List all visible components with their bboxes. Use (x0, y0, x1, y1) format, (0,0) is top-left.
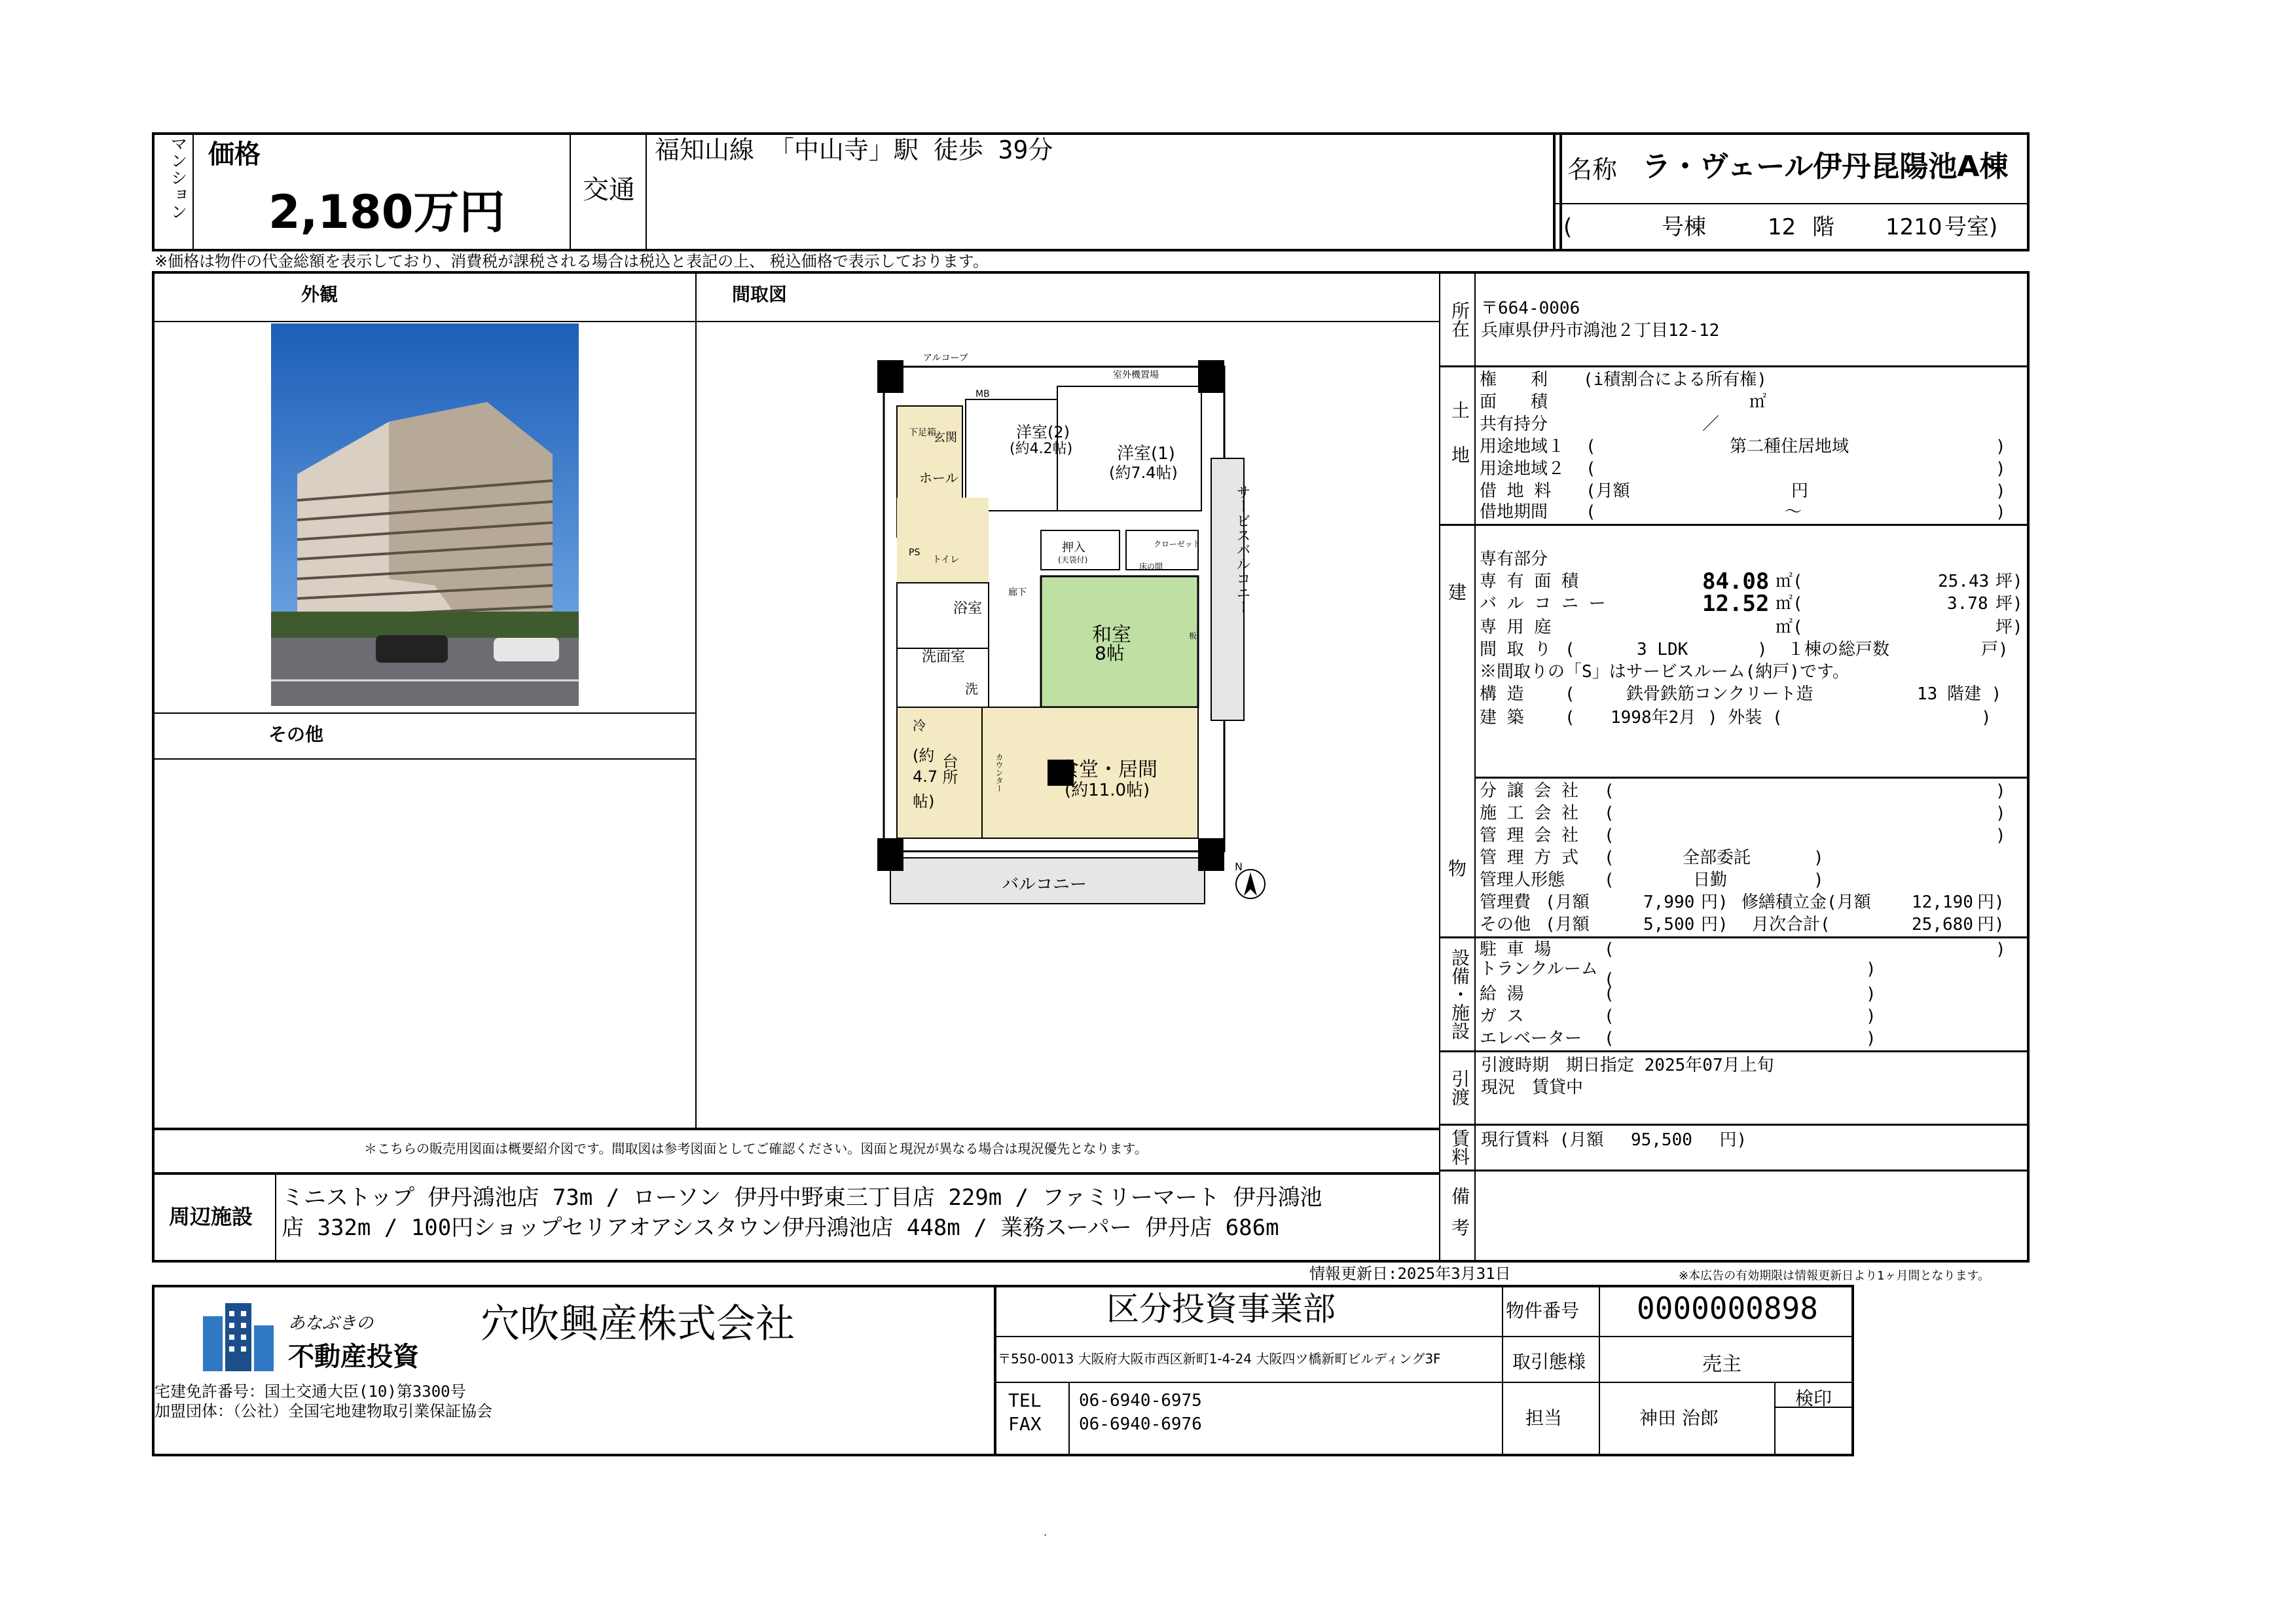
fp-north: N (1235, 860, 1243, 873)
structure-value: 鉄骨鉄筋コンクリート造 (1626, 684, 1813, 704)
divider (1502, 1286, 1503, 1455)
unit-floor-label: 階 (1812, 214, 1834, 240)
unit-room-label: 号室) (1944, 214, 1998, 240)
manager-close: ) (1995, 826, 2006, 845)
trunk-close: ) (1866, 959, 1876, 979)
tel-label: TEL (1008, 1390, 1042, 1411)
seller-close: ) (1995, 781, 2006, 801)
other-fee-open: (月額 (1545, 915, 1590, 934)
fp-kitchen-size-a: (約 (913, 747, 935, 765)
fp-western2-size: (約4.2帖) (1010, 441, 1073, 457)
floors-label: 階建 ) (1947, 684, 2002, 704)
builder-open: ( (1604, 803, 1614, 823)
logo-small-text: あなぶきの (288, 1314, 374, 1333)
divider (153, 1172, 1439, 1175)
land-area-unit: ㎡ (1749, 392, 1767, 412)
zoning2-label: 用途地域２ (1480, 459, 1565, 479)
land-share-label: 共有持分 (1480, 415, 1548, 434)
unit-building: 号棟 (1662, 214, 1706, 240)
divider (1474, 272, 1476, 1261)
fp-board: 板 (1189, 631, 1197, 640)
zoning2-open: ( (1586, 459, 1596, 479)
repair-close: 円) (1977, 893, 2005, 912)
structure-label: 構 造 (1480, 684, 1524, 704)
fp-wash: 洗 (965, 681, 978, 697)
garden-unit: ㎡( (1776, 618, 1803, 637)
fax-number: 06-6940-6976 (1079, 1414, 1202, 1434)
built-value: 1998年2月 (1611, 708, 1696, 728)
divider (1774, 1383, 1776, 1455)
remarks-label: 備考 (1449, 1187, 1470, 1249)
fp-entrance: 玄関 (934, 431, 957, 445)
unit-room-value: 1210 (1886, 214, 1942, 240)
elevator-label: エレベーター (1480, 1029, 1582, 1048)
other-label: その他 (268, 724, 324, 745)
divider (1440, 365, 2028, 367)
lease-term-sep: ～ (1785, 502, 1802, 522)
staff-label: 担当 (1525, 1407, 1563, 1429)
unit-open: ( (1563, 214, 1573, 240)
layout-label: 間 取 り (1480, 640, 1552, 659)
fp-fridge: 冷 (913, 718, 926, 733)
divider (1599, 1286, 1600, 1455)
area-tsubo-unit: 坪) (1995, 572, 2023, 591)
association: 加盟団体：（公社）全国宅地建物取引業保証協会 (155, 1402, 492, 1420)
fax-label: FAX (1008, 1413, 1042, 1435)
current-status: 現況 賃貸中 (1481, 1078, 1584, 1098)
fee-open: (月額 (1545, 893, 1590, 912)
divider (1440, 1050, 2028, 1052)
validity-note: ※本広告の有効期限は情報更新日より1ヶ月間となります。 (1679, 1269, 1990, 1283)
total-units-label: １棟の総戸数 (1787, 640, 1890, 659)
divider (995, 1382, 1853, 1383)
built-open: ( (1565, 708, 1575, 728)
divider (1440, 524, 2028, 526)
manager-label: 管 理 会 社 (1480, 826, 1578, 845)
hotwater-open: ( (1604, 984, 1614, 1004)
area-tsubo: 25.43 (1938, 572, 1990, 591)
fp-western1-size: (約7.4帖) (1109, 464, 1178, 482)
manage-method-close: ) (1813, 848, 1824, 868)
lease-term-close: ) (1995, 502, 2006, 522)
manager-type-label: 管理人形態 (1480, 870, 1565, 890)
fp-hallway: 廊下 (1008, 587, 1027, 598)
fp-living-size: (約11.0帖) (1065, 781, 1150, 800)
monthly-total-close: 円) (1977, 915, 2005, 934)
layout-open: ( (1565, 640, 1575, 659)
layout-value: 3 LDK (1637, 640, 1688, 659)
gas-open: ( (1604, 1006, 1614, 1026)
s-note: ※間取りの「S」はサービスルーム(納戸)です。 (1480, 662, 1850, 682)
balcony-label: バ ル コ ニ ー (1480, 594, 1606, 614)
lease-fee-open: (月額 (1586, 481, 1630, 501)
type-label: マンション (168, 135, 187, 220)
fp-toilet: トイレ (932, 555, 960, 565)
structure-open: ( (1565, 684, 1575, 704)
fp-balcony: バルコニー (1002, 875, 1087, 895)
divider (695, 272, 697, 1129)
area-value: 84.08 (1702, 568, 1770, 595)
fee-close: 円) (1701, 893, 1728, 912)
divider (1440, 1124, 2028, 1126)
exterior-label: ) 外装 ( (1707, 708, 1783, 728)
manager-type-close: ) (1813, 870, 1824, 890)
layout-close: ) (1757, 640, 1768, 659)
divider (1440, 1170, 2028, 1172)
fp-bath: 浴室 (953, 600, 983, 617)
access-value: 福知山線 「中山寺」駅 徒歩 39分 (655, 136, 1053, 164)
lease-fee-unit: 円 (1791, 481, 1809, 501)
floorplan-label: 間取図 (732, 284, 788, 305)
nearby-line1: ミニストップ 伊丹鴻池店 73m / ローソン 伊丹中野東三丁目店 229m / ファミリーマート 伊丹鴻池 (282, 1185, 1322, 1211)
company-logo-icon (196, 1297, 282, 1373)
fp-counter: カウンター (994, 753, 1004, 792)
divider (1068, 1383, 1070, 1455)
seller-label: 分 譲 会 社 (1480, 781, 1578, 801)
hotwater-label: 給 湯 (1480, 984, 1524, 1004)
seller-open: ( (1604, 781, 1614, 801)
fee-label: 管理費 (1480, 893, 1531, 912)
lease-fee-close: ) (1995, 481, 2006, 501)
trunk-open: ( (1604, 970, 1614, 989)
zoning1-close: ) (1995, 437, 2006, 456)
parking-close: ) (1995, 940, 2006, 959)
fp-washitsu-size: 8帖 (1095, 642, 1125, 664)
transaction-value: 売主 (1702, 1353, 1741, 1376)
fp-ps: PS (909, 547, 920, 558)
fp-western2: 洋室(2) (1016, 423, 1070, 441)
tax-note: ※価格は物件の代金総額を表示しており、消費税が課税される場合は税込と表記の上、 税込価格で表示しております。 (155, 252, 989, 270)
hotwater-close: ) (1866, 984, 1876, 1004)
manage-method-value: 全部委託 (1683, 848, 1751, 868)
balcony-tsubo: 3.78 (1947, 594, 1988, 614)
balcony-unit: ㎡( (1776, 594, 1803, 614)
divider (275, 1173, 276, 1261)
exterior-label: 外観 (301, 284, 338, 305)
land-share-value: ／ (1702, 415, 1720, 434)
fp-western1: 洋室(1) (1117, 444, 1175, 464)
divider (1476, 777, 2028, 779)
parking-label: 駐 車 場 (1480, 940, 1552, 959)
fp-service-balcony: サービスバルコニー (1234, 485, 1250, 614)
zoning1-value: 第二種住居地域 (1730, 437, 1850, 456)
land-label: 土地 (1449, 401, 1470, 490)
nearby-line2: 店 332m / 100円ショップセリアオアシスタウン伊丹鴻池店 448m / 業務スーパー 伊丹店 686m (282, 1215, 1279, 1241)
name-label: 名称 (1567, 155, 1618, 184)
address: 兵庫県伊丹市鴻池２丁目12-12 (1481, 321, 1720, 341)
divider (153, 1128, 1439, 1130)
other-fee-value: 5,500 (1643, 915, 1695, 934)
floor-plan-diagram (871, 327, 1290, 930)
property-label: 物 (1448, 858, 1467, 879)
divider (994, 1286, 996, 1455)
repair-label: 修繕積立金(月額 (1741, 893, 1871, 912)
license-number: 宅建免許番号：国土交通大臣(10)第3300号 (155, 1382, 466, 1401)
zoning1-open: ( (1586, 437, 1596, 456)
garden-label: 専 用 庭 (1480, 618, 1552, 637)
builder-label: 施 工 会 社 (1480, 803, 1578, 823)
fp-tokonoma: 床の間 (1139, 562, 1163, 571)
zoning1-label: 用途地域１ (1480, 437, 1565, 456)
manager-open: ( (1604, 826, 1614, 845)
land-right-label: 権 利 (1480, 370, 1548, 390)
location-label: 所在 (1449, 301, 1470, 338)
lease-term-label: 借地期間 (1480, 502, 1548, 522)
balcony-value: 12.52 (1702, 591, 1770, 617)
inspection-label: 検印 (1795, 1388, 1832, 1409)
manager-type-open: ( (1604, 870, 1614, 890)
exterior-close: ) (1981, 708, 1992, 728)
built-label: 建 築 (1480, 708, 1524, 728)
property-no-label: 物件番号 (1506, 1300, 1580, 1321)
fp-kitchen-size-b: 4.7 (913, 767, 938, 786)
fp-shoebox: 下足箱 (909, 428, 936, 438)
divider (153, 321, 1439, 322)
divider (1554, 203, 2028, 204)
manage-method-label: 管 理 方 式 (1480, 848, 1578, 868)
garden-tsubo-unit: 坪) (1995, 618, 2023, 637)
nearby-label: 周辺施設 (169, 1204, 253, 1229)
divider (153, 712, 695, 714)
division-address: 〒550-0013 大阪府大阪市西区新町1-4-24 大阪四ツ橋新町ビルディング3F (998, 1351, 1441, 1367)
land-area-label: 面 積 (1480, 392, 1548, 412)
monthly-total-value: 25,680 (1912, 915, 1973, 934)
divider (646, 134, 647, 250)
staff-name: 神田 治郎 (1639, 1407, 1719, 1429)
parking-open: ( (1604, 940, 1614, 959)
fp-washroom: 洗面室 (922, 649, 966, 665)
price-value: 2,180万円 (268, 185, 505, 239)
logo-big-text: 不動産投資 (288, 1342, 419, 1372)
disclaimer: ＊こちらの販売用図面は概要紹介図です。間取図は参考図面としてご確認ください。図面と現況が異なる場合は現況優先となります。 (364, 1141, 1148, 1156)
fp-mb: MB (975, 389, 990, 399)
repair-value: 12,190 (1912, 893, 1973, 912)
land-right-value: (i積割合による所有権) (1583, 370, 1767, 390)
handover-time: 引渡時期 期日指定 2025年07月上旬 (1481, 1056, 1774, 1075)
property-name: ラ・ヴェール伊丹昆陽池A棟 (1642, 150, 2009, 183)
divider (192, 134, 194, 250)
elevator-close: ) (1866, 1029, 1876, 1048)
lease-fee-label: 借 地 料 (1480, 481, 1552, 501)
fee-value: 7,990 (1643, 893, 1695, 912)
divider (1439, 272, 1440, 1261)
property-no: 0000000898 (1637, 1291, 1818, 1326)
building-photo (271, 323, 579, 706)
fp-closet: クローゼット (1154, 540, 1201, 549)
price-label: 価格 (208, 139, 261, 170)
area-label: 専 有 面 積 (1480, 572, 1578, 591)
tel-number: 06-6940-6975 (1079, 1391, 1202, 1411)
bottom-mark: . (1044, 1526, 1048, 1538)
other-fee-label: その他 (1480, 915, 1531, 934)
area-unit: ㎡( (1776, 572, 1803, 591)
other-fee-close: 円) (1701, 915, 1728, 934)
fp-kitchen: 台所 (939, 753, 958, 784)
fp-tenbukuro: (天袋付) (1058, 555, 1088, 564)
building-label: 建 (1448, 581, 1467, 603)
balcony-tsubo-unit: 坪) (1995, 594, 2023, 614)
postal: 〒664-0006 (1481, 299, 1580, 318)
current-rent: 現行賃料 (月額 95,500 円) (1481, 1130, 1747, 1150)
rent-label: 賃料 (1449, 1129, 1470, 1166)
gas-label: ガ ス (1480, 1006, 1524, 1026)
handover-label: 引渡 (1449, 1069, 1470, 1106)
updated-date: 情報更新日:2025年3月31日 (1309, 1264, 1511, 1283)
lease-term-open: ( (1586, 502, 1596, 522)
manage-method-open: ( (1604, 848, 1614, 868)
manager-type-value: 日勤 (1693, 870, 1728, 890)
transaction-label: 取引態様 (1512, 1351, 1586, 1373)
floors-value: 13 (1917, 684, 1938, 704)
access-label: 交通 (583, 175, 635, 205)
facilities-label: 設備・施設 (1449, 948, 1470, 1040)
fp-oshiire: 押入 (1062, 541, 1085, 555)
fp-outdoor-unit: 室外機置場 (1113, 370, 1159, 380)
total-units-close: 戸) (1981, 640, 2009, 659)
monthly-total-label: 月次合計( (1752, 915, 1831, 934)
fp-kitchen-size-c: 帖) (913, 792, 935, 811)
trunk-label: トランクルーム (1480, 959, 1598, 979)
private-part: 専有部分 (1480, 549, 1548, 569)
fp-alcove: アルコーブ (923, 353, 968, 363)
division-name: 区分投資事業部 (1106, 1290, 1336, 1328)
divider (995, 1336, 1853, 1337)
fp-living: 食堂・居間 (1059, 758, 1157, 781)
fp-washitsu: 和室 (1092, 623, 1131, 646)
gas-close: ) (1866, 1006, 1876, 1026)
fp-hall: ホール (919, 470, 958, 486)
elevator-open: ( (1604, 1029, 1614, 1048)
builder-close: ) (1995, 803, 2006, 823)
company-name: 穴吹興産株式会社 (481, 1301, 795, 1347)
divider (153, 758, 695, 760)
unit-floor-value: 12 (1768, 214, 1796, 240)
zoning2-close: ) (1995, 459, 2006, 479)
divider (570, 134, 571, 250)
